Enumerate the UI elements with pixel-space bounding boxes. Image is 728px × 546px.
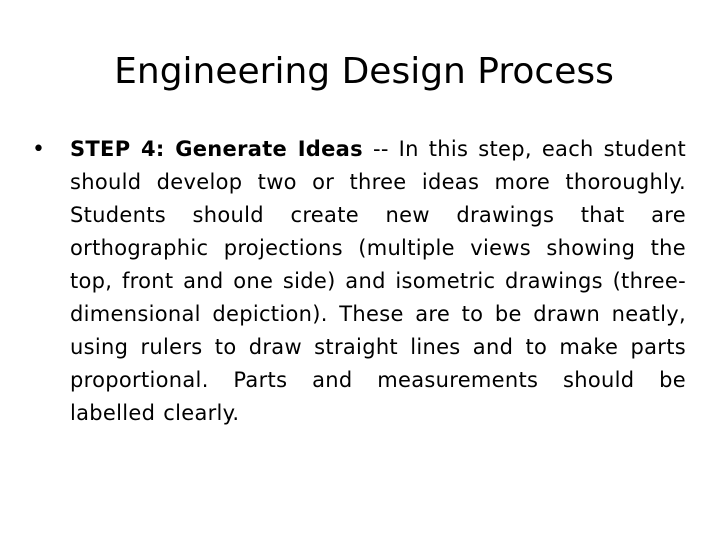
- bullet-item: [32, 133, 686, 430]
- bullet-list: [32, 133, 686, 430]
- slide-title: Engineering Design Process: [114, 51, 614, 92]
- step-body: -- In this step, each student should develop two or three ideas more thoroughly. Students should create new drawings that are orthographic projections (multiple views showing the top, front and one side) and isometric drawings (three-dimensional depiction). These are to be drawn neatly, using rulers to draw straight lines and to make parts proportional. Parts and measurements should be labelled clearly.: [70, 137, 687, 425]
- step-heading: STEP 4: Generate Ideas: [70, 137, 363, 161]
- bullet-icon: •: [32, 137, 45, 162]
- bullet-text: [70, 133, 686, 430]
